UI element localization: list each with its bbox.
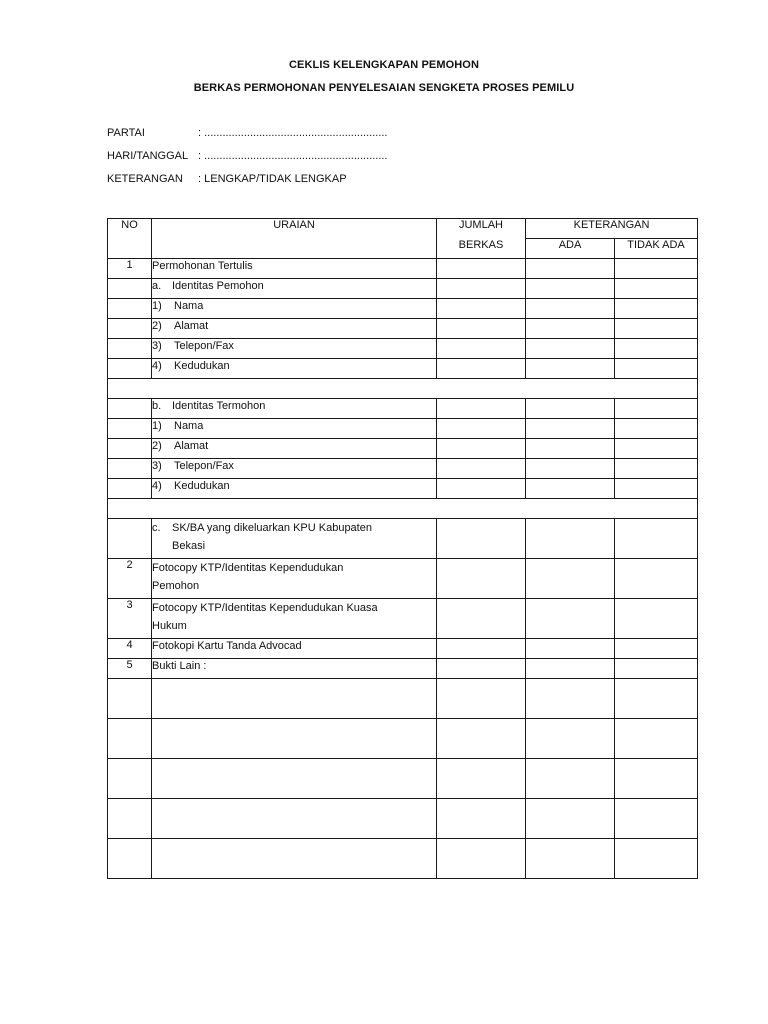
table-row xyxy=(108,359,698,379)
cell-jumlah[interactable] xyxy=(437,719,526,759)
cell-tidak-ada[interactable] xyxy=(615,319,698,339)
document-subtitle: BERKAS PERMOHONAN PENYELESAIAN SENGKETA PROSES PEMILU xyxy=(193,82,575,94)
row-uraian: Permohonan Tertulis xyxy=(152,259,437,279)
cell-ada[interactable] xyxy=(526,359,615,379)
cell-tidak-ada[interactable] xyxy=(615,839,698,879)
cell-tidak-ada[interactable] xyxy=(615,519,698,559)
table-row xyxy=(108,399,698,419)
cell-jumlah[interactable] xyxy=(437,519,526,559)
cell-ada[interactable] xyxy=(526,519,615,559)
item-text: Kedudukan xyxy=(174,360,230,372)
table-row xyxy=(108,339,698,359)
header-jumlah-berkas xyxy=(437,219,526,259)
cell-tidak-ada[interactable] xyxy=(615,279,698,299)
item-line-2: Hukum xyxy=(152,620,187,632)
cell-ada[interactable] xyxy=(526,419,615,439)
item-number: 1) xyxy=(152,300,162,312)
row-uraian[interactable] xyxy=(152,799,437,839)
header-uraian: URAIAN xyxy=(152,219,437,259)
cell-ada[interactable] xyxy=(526,719,615,759)
row-uraian xyxy=(152,439,437,459)
table-row-blank xyxy=(108,719,698,759)
item-text: SK/BA yang dikeluarkan KPU Kabupaten xyxy=(172,522,372,534)
cell-ada[interactable] xyxy=(526,479,615,499)
row-uraian xyxy=(152,319,437,339)
cell-tidak-ada[interactable] xyxy=(615,419,698,439)
header-jumlah: JUMLAH xyxy=(458,219,503,231)
cell-jumlah[interactable] xyxy=(437,639,526,659)
cell-jumlah[interactable] xyxy=(437,419,526,439)
item-text: Telepon/Fax xyxy=(174,340,234,352)
row-uraian xyxy=(152,559,437,599)
table-row xyxy=(108,639,698,659)
cell-jumlah[interactable] xyxy=(437,659,526,679)
item-line-1: Fotocopy KTP/Identitas Kependudukan Kuasa xyxy=(152,602,378,614)
cell-jumlah[interactable] xyxy=(437,279,526,299)
row-number xyxy=(108,299,152,319)
table-row-blank xyxy=(108,839,698,879)
row-uraian: Fotokopi Kartu Tanda Advocad xyxy=(152,639,437,659)
cell-tidak-ada[interactable] xyxy=(615,639,698,659)
cell-jumlah[interactable] xyxy=(437,359,526,379)
row-number: 4 xyxy=(108,639,152,659)
cell-jumlah[interactable] xyxy=(437,599,526,639)
cell-ada[interactable] xyxy=(526,659,615,679)
row-number xyxy=(108,439,152,459)
table-row xyxy=(108,419,698,439)
table-row xyxy=(108,259,698,279)
row-number xyxy=(108,319,152,339)
table-row xyxy=(108,559,698,599)
item-text: Nama xyxy=(174,300,204,312)
field-keterangan xyxy=(107,173,347,185)
table-row xyxy=(108,279,698,299)
cell-tidak-ada[interactable] xyxy=(615,459,698,479)
cell-ada[interactable] xyxy=(526,839,615,879)
table-row xyxy=(108,319,698,339)
item-number: 4) xyxy=(152,360,162,372)
table-row xyxy=(108,299,698,319)
row-number: 2 xyxy=(108,559,152,599)
table-row xyxy=(108,519,698,559)
cell-tidak-ada[interactable] xyxy=(615,759,698,799)
item-text: Telepon/Fax xyxy=(174,460,234,472)
cell-jumlah[interactable] xyxy=(437,259,526,279)
field-keterangan-label: KETERANGAN xyxy=(107,173,183,185)
cell-tidak-ada[interactable] xyxy=(615,259,698,279)
cell-jumlah[interactable] xyxy=(437,479,526,499)
cell-tidak-ada[interactable] xyxy=(615,599,698,639)
row-uraian xyxy=(152,339,437,359)
field-partai xyxy=(107,127,388,139)
row-uraian[interactable] xyxy=(152,719,437,759)
row-number: 5 xyxy=(108,659,152,679)
cell-jumlah[interactable] xyxy=(437,319,526,339)
cell-tidak-ada[interactable] xyxy=(615,359,698,379)
cell-ada[interactable] xyxy=(526,399,615,419)
item-text: Bekasi xyxy=(172,540,206,552)
item-text: Nama xyxy=(174,420,204,432)
cell-ada[interactable] xyxy=(526,259,615,279)
header-ada: ADA xyxy=(526,239,615,259)
row-uraian[interactable] xyxy=(152,759,437,799)
row-uraian[interactable] xyxy=(152,679,437,719)
item-line-1 xyxy=(152,519,436,537)
table-row xyxy=(108,439,698,459)
table-row-blank xyxy=(108,679,698,719)
item-text: Alamat xyxy=(174,440,209,452)
item-number: 4) xyxy=(152,480,162,492)
header-no: NO xyxy=(108,219,152,259)
cell-ada[interactable] xyxy=(526,339,615,359)
field-keterangan-value: : LENGKAP/TIDAK LENGKAP xyxy=(198,173,347,185)
table-row xyxy=(108,659,698,679)
row-number xyxy=(108,459,152,479)
cell-tidak-ada[interactable] xyxy=(615,659,698,679)
field-hari-tanggal xyxy=(107,150,388,162)
row-uraian xyxy=(152,479,437,499)
row-number xyxy=(108,519,152,559)
cell-jumlah[interactable] xyxy=(437,839,526,879)
cell-jumlah[interactable] xyxy=(437,439,526,459)
header-tidak-ada: TIDAK ADA xyxy=(615,239,698,259)
document-title: CEKLIS KELENGKAPAN PEMOHON xyxy=(288,59,480,71)
cell-tidak-ada[interactable] xyxy=(615,799,698,839)
cell-ada[interactable] xyxy=(526,319,615,339)
item-text: Alamat xyxy=(174,320,209,332)
cell-jumlah[interactable] xyxy=(437,759,526,799)
row-number xyxy=(108,479,152,499)
item-number: 2) xyxy=(152,440,162,452)
cell-tidak-ada[interactable] xyxy=(615,559,698,599)
spacer-row xyxy=(108,499,698,519)
cell-ada[interactable] xyxy=(526,679,615,719)
cell-tidak-ada[interactable] xyxy=(615,399,698,419)
row-uraian xyxy=(152,279,437,299)
row-number xyxy=(108,679,152,719)
cell-tidak-ada[interactable] xyxy=(615,479,698,499)
cell-jumlah[interactable] xyxy=(437,679,526,719)
item-number: 3) xyxy=(152,340,162,352)
table-row-blank xyxy=(108,759,698,799)
checklist-table xyxy=(107,218,698,879)
row-number xyxy=(108,839,152,879)
cell-ada[interactable] xyxy=(526,279,615,299)
row-uraian xyxy=(152,359,437,379)
row-uraian xyxy=(152,399,437,419)
cell-ada[interactable] xyxy=(526,459,615,479)
item-line-2 xyxy=(152,537,436,555)
item-number: 2) xyxy=(152,320,162,332)
item-line-2: Pemohon xyxy=(152,580,200,592)
field-hari-tanggal-value: : ............................................................ xyxy=(198,150,388,162)
table-row xyxy=(108,459,698,479)
cell-jumlah[interactable] xyxy=(437,339,526,359)
cell-jumlah[interactable] xyxy=(437,459,526,479)
cell-tidak-ada[interactable] xyxy=(615,439,698,459)
cell-tidak-ada[interactable] xyxy=(615,679,698,719)
field-partai-label: PARTAI xyxy=(107,127,145,139)
item-letter: b. xyxy=(152,400,162,412)
field-partai-value: : ............................................................ xyxy=(198,127,388,139)
row-number xyxy=(108,759,152,799)
row-uraian[interactable] xyxy=(152,839,437,879)
row-number xyxy=(108,799,152,839)
item-number: 1) xyxy=(152,420,162,432)
header-keterangan: KETERANGAN xyxy=(526,219,698,239)
table-row xyxy=(108,479,698,499)
table-row xyxy=(108,599,698,639)
cell-ada[interactable] xyxy=(526,559,615,599)
row-uraian xyxy=(152,459,437,479)
row-number: 3 xyxy=(108,599,152,639)
row-uraian xyxy=(152,519,437,559)
item-text: Identitas Pemohon xyxy=(172,280,264,292)
field-hari-tanggal-label: HARI/TANGGAL xyxy=(107,150,189,162)
table-header-row xyxy=(108,219,698,239)
row-uraian xyxy=(152,299,437,319)
cell-ada[interactable] xyxy=(526,639,615,659)
row-uraian: Bukti Lain : xyxy=(152,659,437,679)
cell-ada[interactable] xyxy=(526,759,615,799)
row-number xyxy=(108,339,152,359)
item-text: Kedudukan xyxy=(174,480,230,492)
cell-jumlah[interactable] xyxy=(437,559,526,599)
row-number xyxy=(108,399,152,419)
table-row-blank xyxy=(108,799,698,839)
row-uraian xyxy=(152,599,437,639)
row-number xyxy=(108,419,152,439)
cell-ada[interactable] xyxy=(526,439,615,459)
row-number xyxy=(108,719,152,759)
cell-ada[interactable] xyxy=(526,599,615,639)
spacer-row xyxy=(108,379,698,399)
row-number: 1 xyxy=(108,259,152,279)
cell-tidak-ada[interactable] xyxy=(615,299,698,319)
cell-jumlah[interactable] xyxy=(437,799,526,839)
row-number xyxy=(108,359,152,379)
spacer-cell xyxy=(108,499,698,519)
cell-tidak-ada[interactable] xyxy=(615,719,698,759)
item-text: Identitas Termohon xyxy=(172,400,266,412)
row-uraian xyxy=(152,419,437,439)
cell-ada[interactable] xyxy=(526,799,615,839)
item-letter: a. xyxy=(152,280,162,292)
cell-tidak-ada[interactable] xyxy=(615,339,698,359)
cell-jumlah[interactable] xyxy=(437,299,526,319)
item-number: 3) xyxy=(152,460,162,472)
cell-ada[interactable] xyxy=(526,299,615,319)
spacer-cell xyxy=(108,379,698,399)
cell-jumlah[interactable] xyxy=(437,399,526,419)
header-berkas: BERKAS xyxy=(458,239,504,251)
row-number xyxy=(108,279,152,299)
item-line-1: Fotocopy KTP/Identitas Kependudukan xyxy=(152,562,344,574)
item-letter: c. xyxy=(152,522,161,534)
